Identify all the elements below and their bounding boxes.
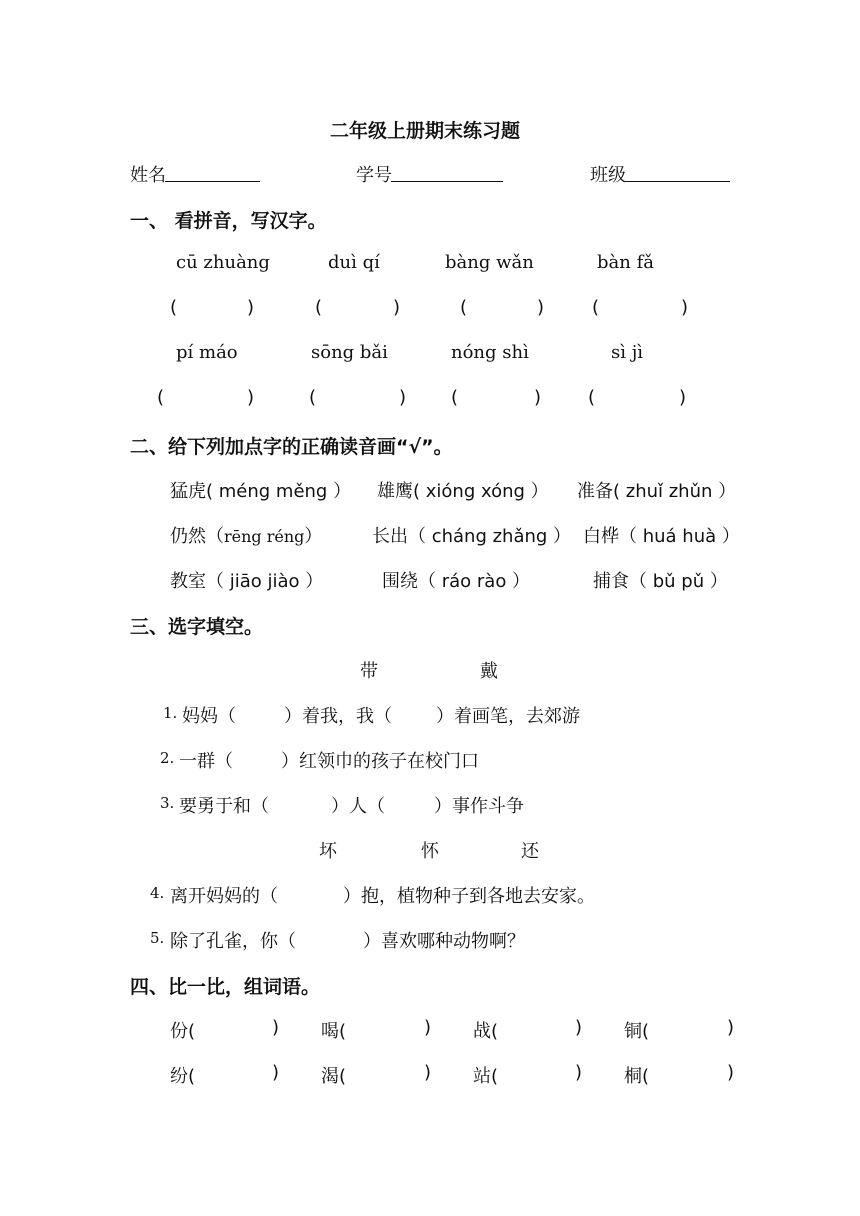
close-paren: ): [393, 297, 401, 318]
pinyin-1: cū zhuàng: [176, 252, 270, 273]
question-text: 一群（: [179, 751, 233, 772]
close-paren: ): [575, 1062, 583, 1083]
pinyin-4: bàn fǎ: [597, 252, 654, 273]
reading-item[interactable]: 猛虎( méng měng ）: [170, 481, 352, 502]
close-paren: ): [679, 387, 687, 408]
reading-item[interactable]: 雄鹰( xióng xóng ）: [377, 481, 549, 502]
close-paren: ): [399, 387, 407, 408]
question-number: 5.: [150, 929, 165, 947]
question-number: 3.: [160, 794, 175, 812]
question-text: ）抱，植物种子到各地去安家。: [343, 886, 595, 907]
close-paren: ): [534, 387, 542, 408]
choice-char: 怀: [421, 841, 439, 862]
close-paren: ): [424, 1062, 432, 1083]
question-number: 1.: [163, 704, 178, 722]
student-id-blank[interactable]: [391, 181, 503, 182]
close-paren: ): [272, 1017, 280, 1038]
question-text: 离开妈妈的（: [170, 886, 278, 907]
question-text: ）喜欢哪种动物啊？: [363, 931, 525, 952]
question-text: ）人（: [331, 796, 385, 817]
close-paren: ): [247, 297, 255, 318]
open-paren: (: [309, 387, 317, 408]
question-text: 要勇于和（: [179, 796, 269, 817]
close-paren: ): [537, 297, 545, 318]
word-item: 渴(: [321, 1066, 347, 1087]
choice-char: 坏: [319, 841, 337, 862]
reading-item[interactable]: 长出（ cháng zhǎng ）: [372, 526, 572, 547]
reading-item[interactable]: [170, 522, 322, 548]
close-paren: ): [424, 1017, 432, 1038]
reading-item[interactable]: 白桦（ huá huà ）: [583, 526, 740, 547]
choice-char: 还: [521, 841, 539, 862]
class-blank[interactable]: [625, 181, 730, 182]
reading-word: 仍然（: [170, 526, 224, 547]
question-text: 除了孔雀，你（: [170, 931, 296, 952]
open-paren: (: [460, 297, 468, 318]
question-number: 2.: [160, 749, 175, 767]
open-paren: (: [170, 297, 178, 318]
name-label: 姓名: [130, 165, 166, 186]
close-paren: ): [272, 1062, 280, 1083]
question-text: ）红领巾的孩子在校门口: [281, 751, 479, 772]
reading-item[interactable]: 围绕（ ráo rào ）: [382, 571, 531, 592]
open-paren: (: [592, 297, 600, 318]
question-text: 妈妈（: [182, 706, 236, 727]
pinyin-8: sì jì: [611, 342, 644, 363]
close-paren: ): [247, 387, 255, 408]
choice-char: 戴: [480, 661, 498, 682]
section-2-heading: 二、给下列加点字的正确读音画“√”。: [130, 436, 453, 458]
open-paren: (: [588, 387, 596, 408]
question-text: ）着我，我（: [284, 706, 392, 727]
reading-item[interactable]: 准备( zhuǐ zhǔn ）: [577, 481, 737, 502]
close-paren: ): [681, 297, 689, 318]
word-item: 站(: [473, 1066, 499, 1087]
page-title: 二年级上册期末练习题: [330, 120, 521, 142]
word-item: 份(: [170, 1021, 196, 1042]
close-paren: ): [727, 1062, 735, 1083]
choice-char: 带: [360, 661, 378, 682]
student-id-label: 学号: [356, 165, 392, 186]
pinyin-2: duì qí: [328, 252, 380, 273]
class-label: 班级: [590, 165, 626, 186]
pinyin-7: nóng shì: [451, 342, 529, 363]
open-paren: (: [315, 297, 323, 318]
close-paren: ): [575, 1017, 583, 1038]
reading-pinyin: rēng réng: [224, 527, 305, 546]
close-paren: ）: [304, 526, 323, 547]
reading-item[interactable]: 捕食（ bǔ pǔ ）: [593, 571, 728, 592]
pinyin-6: sōng bǎi: [311, 342, 388, 363]
question-text: ）事作斗争: [434, 796, 524, 817]
section-4-heading: 四、比一比，组词语。: [130, 976, 321, 998]
section-3-heading: 三、选字填空。: [130, 616, 264, 638]
section-1-heading: 一、 看拼音，写汉字。: [130, 210, 327, 232]
close-paren: ): [727, 1017, 735, 1038]
name-blank[interactable]: [165, 181, 260, 182]
open-paren: (: [157, 387, 165, 408]
word-item: 战(: [473, 1021, 499, 1042]
word-item: 桐(: [624, 1066, 650, 1087]
reading-item[interactable]: 教室（ jiāo jiào ）: [170, 571, 324, 592]
question-text: ）着画笔，去郊游: [436, 706, 580, 727]
pinyin-3: bàng wǎn: [445, 252, 534, 273]
pinyin-5: pí máo: [176, 342, 238, 363]
question-number: 4.: [150, 884, 165, 902]
word-item: 纷(: [170, 1066, 196, 1087]
word-item: 铜(: [624, 1021, 650, 1042]
word-item: 喝(: [321, 1021, 347, 1042]
open-paren: (: [451, 387, 459, 408]
